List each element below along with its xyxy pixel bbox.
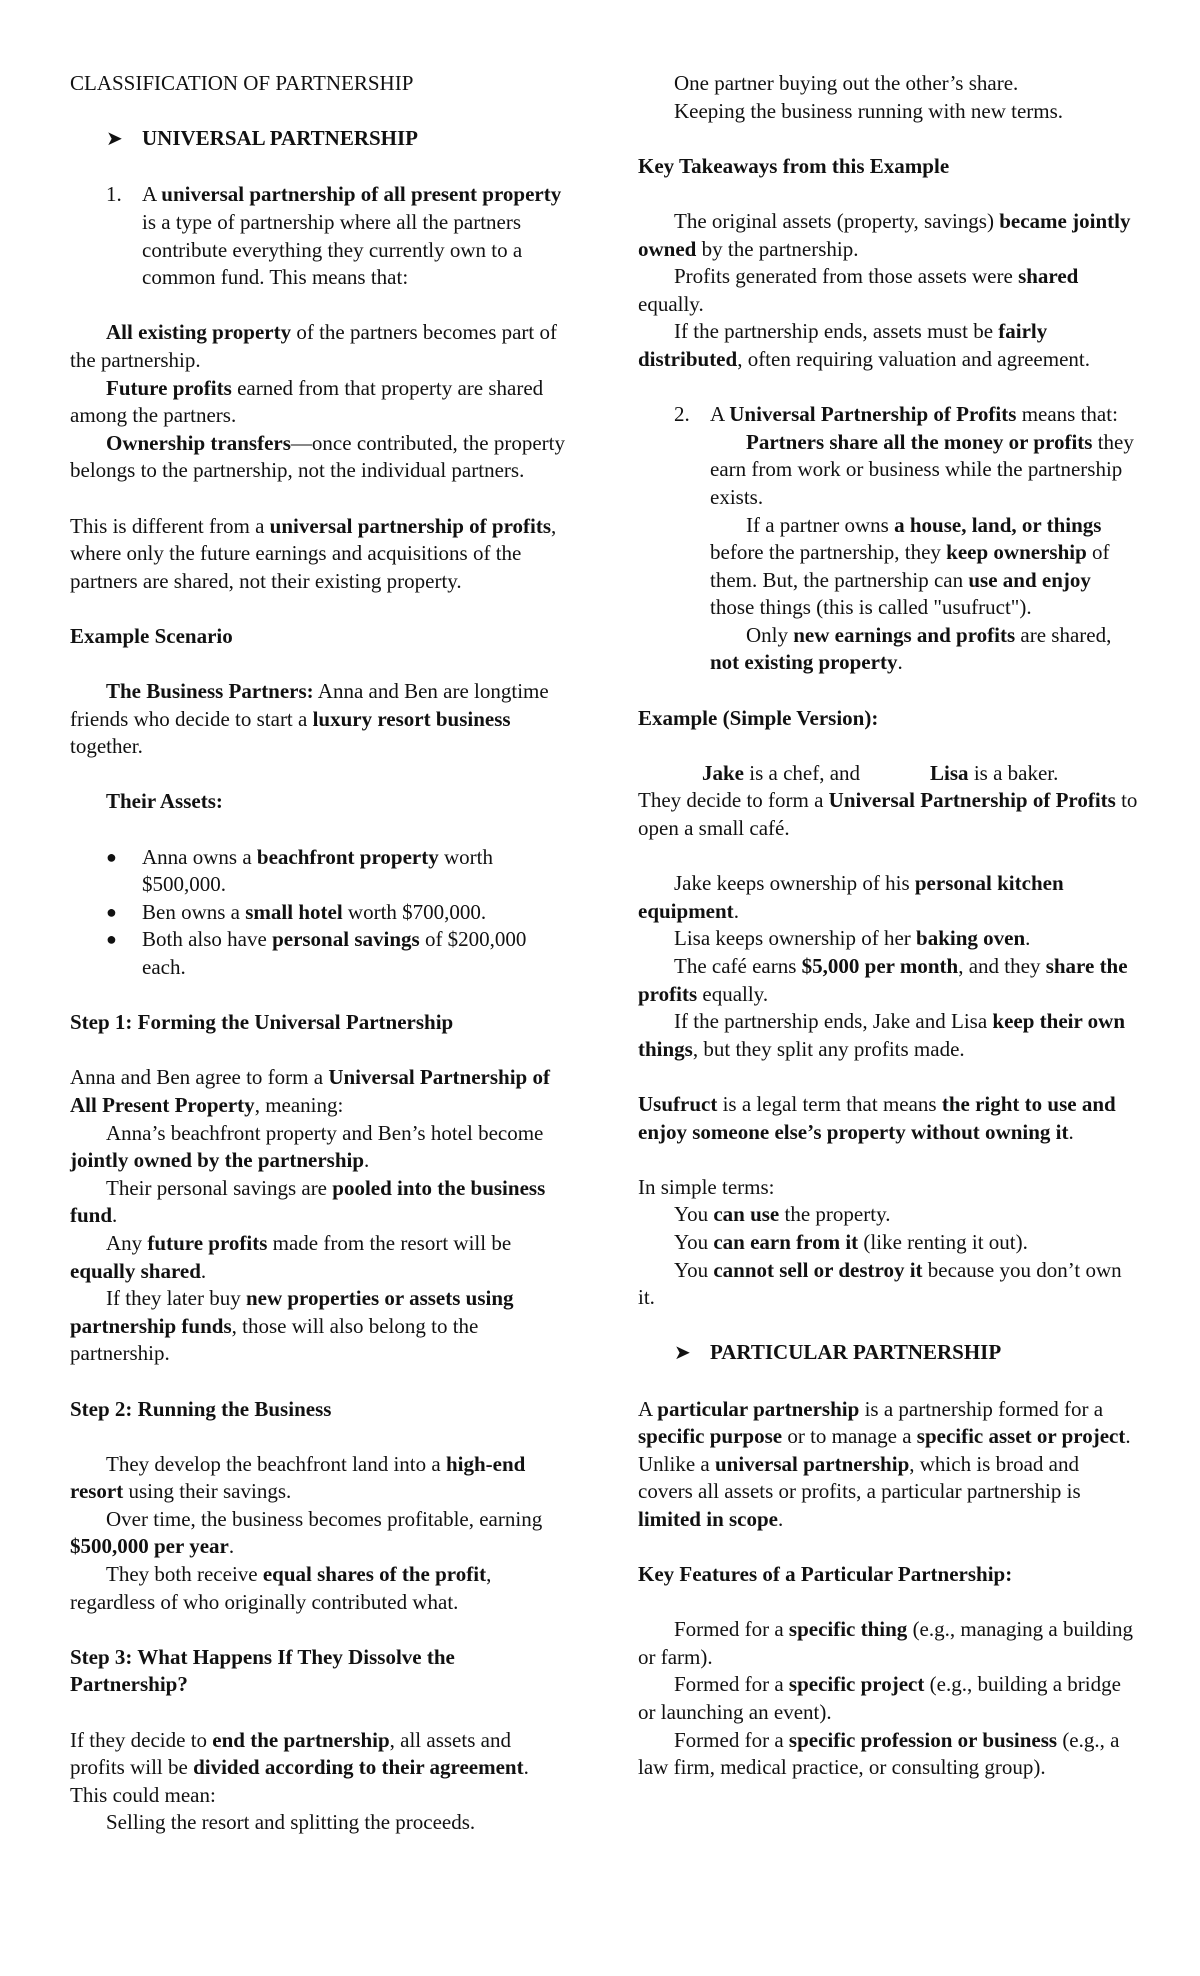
step1-line: If they later buy new properties or assets using partnership funds, those will also belong to the partnership. <box>70 1286 514 1366</box>
arrow-bullet-icon: ➤ <box>106 128 123 151</box>
takeaway-line: The original assets (property, savings) became jointly owned by the partnership. <box>638 208 1131 261</box>
example-line: Jake keeps ownership of his personal kitchen equipment. <box>638 871 1064 923</box>
step3-line: Keeping the business running with new terms. <box>674 98 1064 123</box>
numbered-item-1: 1. A universal partnership of all present property is a type of partnership where all the partners contribute everything they currently own to a common fund. This means that: <box>106 182 562 290</box>
simple-terms-line: You can use the property. <box>674 1202 891 1227</box>
arrow-bullet-icon: ➤ <box>674 1342 691 1365</box>
universal-partnership-heading: ➤ UNIVERSAL PARTNERSHIP <box>70 125 570 154</box>
feature-line: Formed for a specific project (e.g., building a bridge or launching an event). <box>638 1672 1121 1725</box>
means-line: All existing property of the partners becomes part of the partnership. <box>70 320 558 372</box>
jake-lisa-line: Jake is a chef, and Lisa is a baker. <box>702 760 1059 785</box>
profits-point: Partners share all the money or profits they earn from work or business while the partnership exists. <box>710 429 1134 509</box>
feature-line: Formed for a specific profession or business (e.g., a law firm, medical practice, or consulting group). <box>638 1727 1120 1780</box>
business-partners-paragraph: The Business Partners: Anna and Ben are longtime friends who decide to start a luxury resort business together. <box>70 679 549 759</box>
list-item: ● Ben owns a small hotel worth $700,000. <box>70 899 570 927</box>
step1-heading: Step 1: Forming the Universal Partnership <box>70 1010 454 1035</box>
means-line: Future profits earned from that property are shared among the partners. <box>70 375 544 428</box>
list-item: ● Both also have personal savings of $200,000 each. <box>70 926 570 981</box>
assets-list <box>70 844 570 982</box>
step2-heading: Step 2: Running the Business <box>70 1396 332 1421</box>
profits-point: If a partner owns a house, land, or things before the partnership, they keep ownership of them. But, the partnership can use and enjoy those things (this is called "usufruct"). <box>710 512 1110 620</box>
profits-points <box>638 429 1138 677</box>
bullet-dot-icon: ● <box>106 846 117 867</box>
step1-line: Anna’s beachfront property and Ben’s hotel become jointly owned by the partnership. <box>70 1120 544 1173</box>
means-line: Ownership transfers—once contributed, the property belongs to the partnership, not the individual partners. <box>70 430 565 483</box>
step3-line: Selling the resort and splitting the proceeds. <box>106 1810 476 1835</box>
key-takeaways-heading: Key Takeaways from this Example <box>638 153 950 178</box>
feature-line: Formed for a specific thing (e.g., managing a building or farm). <box>638 1617 1134 1669</box>
difference-paragraph: This is different from a universal partnership of profits, where only the future earnings and acquisitions of the partners are shared, not their existing property. <box>70 513 557 593</box>
simple-terms-line: You cannot sell or destroy it because you don’t own it. <box>638 1257 1122 1310</box>
example-line: If the partnership ends, Jake and Lisa keep their own things, but they split any profits made. <box>638 1009 1126 1061</box>
usufruct-definition: Usufruct is a legal term that means the right to use and enjoy someone else’s property without owning it. <box>638 1091 1116 1144</box>
example-line: Lisa keeps ownership of her baking oven. <box>674 926 1031 951</box>
takeaway-line: If the partnership ends, assets must be fairly distributed, often requiring valuation and agreement. <box>638 319 1090 371</box>
step1-line: Any future profits made from the resort will be equally shared. <box>70 1230 512 1283</box>
bullet-dot-icon: ● <box>106 929 117 950</box>
step2-line: They develop the beachfront land into a high-end resort using their savings. <box>70 1451 526 1504</box>
step1-intro: Anna and Ben agree to form a Universal Partnership of All Present Property, meaning: <box>70 1065 550 1117</box>
example-scenario-heading: Example Scenario <box>70 623 233 648</box>
list-item: ● Anna owns a beachfront property worth $500,000. <box>70 844 570 899</box>
simple-terms-line: You can earn from it (like renting it out). <box>674 1229 1028 1254</box>
simple-terms-label: In simple terms: <box>638 1174 775 1199</box>
step1-line: Their personal savings are pooled into the business fund. <box>70 1175 546 1228</box>
numbered-item-2: 2. A Universal Partnership of Profits means that: <box>674 402 1118 427</box>
document-title: CLASSIFICATION OF PARTNERSHIP <box>70 71 414 95</box>
right-column <box>638 70 1138 1782</box>
profits-point: Only new earnings and profits are shared, not existing property. <box>710 622 1112 675</box>
step2-line: They both receive equal shares of the profit, regardless of who originally contributed what. <box>70 1562 492 1614</box>
bullet-dot-icon: ● <box>106 901 117 922</box>
particular-partnership-heading: ➤ PARTICULAR PARTNERSHIP <box>638 1339 1138 1368</box>
left-column <box>70 70 570 1837</box>
key-features-heading: Key Features of a Particular Partnership: <box>638 1562 1013 1587</box>
example-line: The café earns $5,000 per month, and they share the profits equally. <box>638 954 1128 1006</box>
jake-lisa-paragraph: They decide to form a Universal Partnership of Profits to open a small café. <box>638 788 1138 841</box>
takeaway-line: Profits generated from those assets were shared equally. <box>638 264 1079 316</box>
particular-paragraph: A particular partnership is a partnership formed for a specific purpose or to manage a specific asset or project. Unlike a universal partnership, which is broad and covers all assets or profits, a particular partnership is limited in scope. <box>638 1396 1131 1531</box>
step2-line: Over time, the business becomes profitable, earning $500,000 per year. <box>70 1506 543 1559</box>
step3-heading: Step 3: What Happens If They Dissolve the Partnership? <box>70 1644 455 1697</box>
step3-paragraph: If they decide to end the partnership, all assets and profits will be divided according to their agreement. This could mean: <box>70 1727 529 1807</box>
example-simple-heading: Example (Simple Version): <box>638 705 879 730</box>
their-assets-heading: Their Assets: <box>106 789 223 814</box>
step3-line: One partner buying out the other’s share. <box>674 71 1019 95</box>
